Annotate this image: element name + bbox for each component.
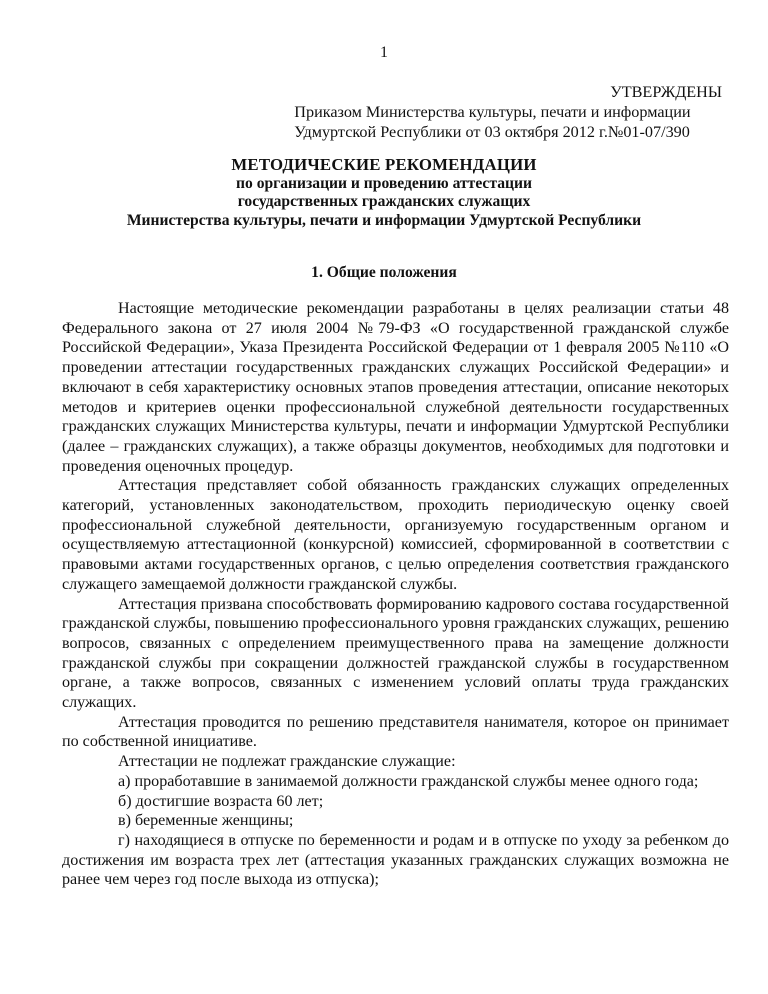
document-subtitle-line-2: государственных гражданских служащих: [237, 193, 531, 211]
approval-stamp: [294, 82, 722, 142]
list-item-b: б) достигшие возраста 60 лет;: [118, 792, 324, 810]
page-number: 1: [380, 44, 388, 61]
approval-heading: УТВЕРЖДЕНЫ: [610, 83, 722, 101]
paragraph-exemptions-intro: Аттестации не подлежат гражданские служащие:: [118, 753, 456, 771]
paragraph-definition: Аттестация представляет собой обязанность гражданских служащих определенных категорий, установленных законодательством, проходить периодическую оценку своей профессиональной служебной деятельности, организуемую государственным органом и осуществляемую аттестационной (конкурсной) комиссией, сформированной в соответствии с правовыми актами государственных органов, с целью определения соответствия гражданского служащего замещаемой должности гражданской службы.: [62, 477, 729, 593]
paragraph-decision: Аттестация проводится по решению представителя нанимателя, которое он принимает по собственной инициативе.: [62, 713, 729, 751]
document-subtitle-line-3: Министерства культуры, печати и информации Удмуртской Республики: [126, 211, 642, 229]
section-heading: 1. Общие положения: [311, 264, 457, 281]
list-item-a: а) проработавшие в занимаемой должности гражданской службы менее одного года;: [118, 772, 699, 790]
approval-order-line: Приказом Министерства культуры, печати и информации: [294, 103, 691, 121]
paragraph-goals: Аттестация призвана способствовать формированию кадрового состава государственной гражданской службы, повышению профессионального уровня гражданских служащих, решению вопросов, связанных с определением преимущественного права на замещение должности гражданской службы при сокращении должностей гражданской службы в государственном органе, а также вопросов, связанных с изменением условий оплаты труда гражданских служащих.: [62, 595, 729, 712]
document-title: МЕТОДИЧЕСКИЕ РЕКОМЕНДАЦИИ: [231, 155, 537, 174]
paragraph-purpose: Настоящие методические рекомендации разработаны в целях реализации статьи 48 Федерального закона от 27 июля 2004 №79-ФЗ «О государственной гражданской службе Российской Федерации», Указа Президента Российской Федерации от 1 февраля 2005 №110 «О проведении аттестации государственных гражданских служащих Российской Федерации» и включают в себя характеристику основных этапов проведения аттестации, описание некоторых методов и критериев оценки профессиональной служебной деятельности государственных гражданских служащих Министерства культуры, печати и информации Удмуртской Республики (далее – гражданских служащих), а также образцы документов, необходимых для подготовки и проведения оценочных процедур.: [62, 300, 729, 475]
list-item-g: г) находящиеся в отпуске по беременности и родам и в отпуске по уходу за ребенком до достижения им возраста трех лет (аттестация указанных гражданских служащих возможна не ранее чем через год после выхода из отпуска);: [62, 831, 729, 889]
list-item-v: в) беременные женщины;: [118, 812, 294, 830]
document-title-block: [0, 156, 768, 230]
document-subtitle-line-1: по организации и проведению аттестации: [236, 174, 532, 192]
approval-date-line: Удмуртской Республики от 03 октября 2012 г.№01-07/390: [294, 123, 690, 141]
body-text: [62, 299, 729, 890]
